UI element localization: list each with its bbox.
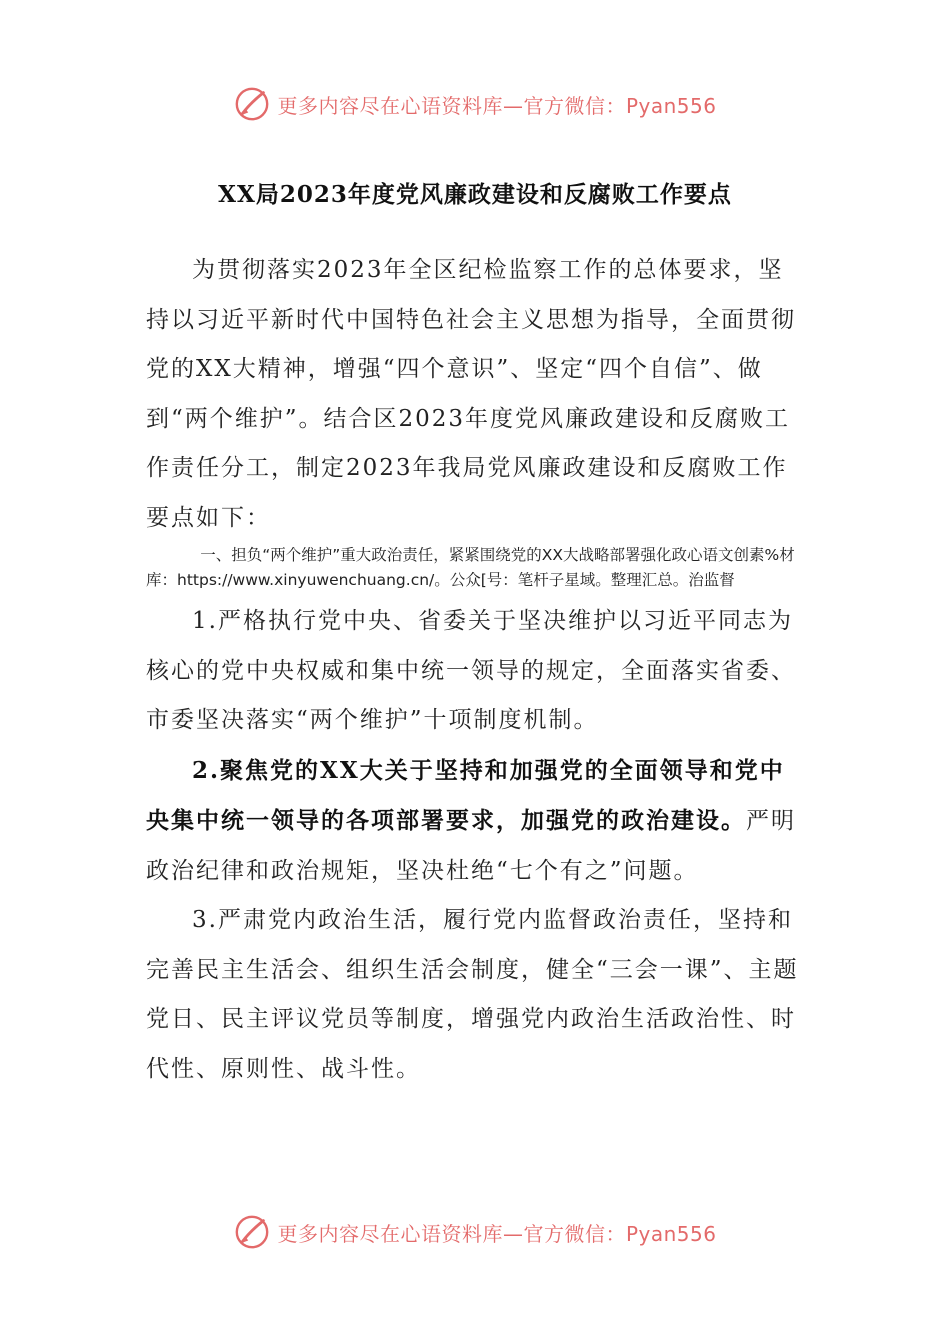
document-body <box>146 246 808 1094</box>
brush-logo-icon <box>233 85 271 123</box>
watermark-text: 更多内容尽在心语资料库—官方微信：Pyan556 <box>277 1221 717 1246</box>
item-2-lead: 2.聚焦党的XX大关于坚持和加强党的全面领导和党中央集中统一领导的各项部署要求，加强党的政治建设。 <box>146 756 785 834</box>
intro-paragraph: 为贯彻落实2023年全区纪检监察工作的总体要求，坚持以习近平新时代中国特色社会主义思想为指导，全面贯彻党的XX大精神，增强“四个意识”、坚定“四个自信”、做到“两个维护”。结合区2023年度党风廉政建设和反腐败工作责任分工，制定2023年我局党风廉政建设和反腐败工作要点如下： <box>146 257 796 531</box>
item-2-rest: 严明政治纪律和政治规矩，坚决杜绝“七个有之”问题。 <box>146 808 796 884</box>
item-3-paragraph: 3.严肃党内政治生活，履行党内监督政治责任，坚持和完善民主生活会、组织生活会制度，健全“三会一课”、主题党日、民主评议党员等制度，增强党内政治生活政治性、时代性、原则性、战斗性。 <box>146 907 799 1082</box>
document-title: XX局2023年度党风廉政建设和反腐败工作要点 <box>218 181 732 208</box>
item-2-paragraph <box>146 746 808 897</box>
watermark-footer <box>0 1208 950 1256</box>
brush-logo-icon <box>233 1213 271 1251</box>
section-1-heading-note: 一、担负“两个维护”重大政治责任，紧紧围绕党的XX大战略部署强化政心语文创素%材库：https://www.xinyuwenchuang.cn/。公众[号：笔杆子星域。整理汇总。治监督 <box>146 546 795 589</box>
item-1-paragraph: 1.严格执行党中央、省委关于坚决维护以习近平同志为核心的党中央权威和集中统一领导的规定，全面落实省委、市委坚决落实“两个维护”十项制度机制。 <box>146 608 796 733</box>
watermark-header <box>0 80 950 128</box>
watermark-text: 更多内容尽在心语资料库—官方微信：Pyan556 <box>277 93 717 118</box>
